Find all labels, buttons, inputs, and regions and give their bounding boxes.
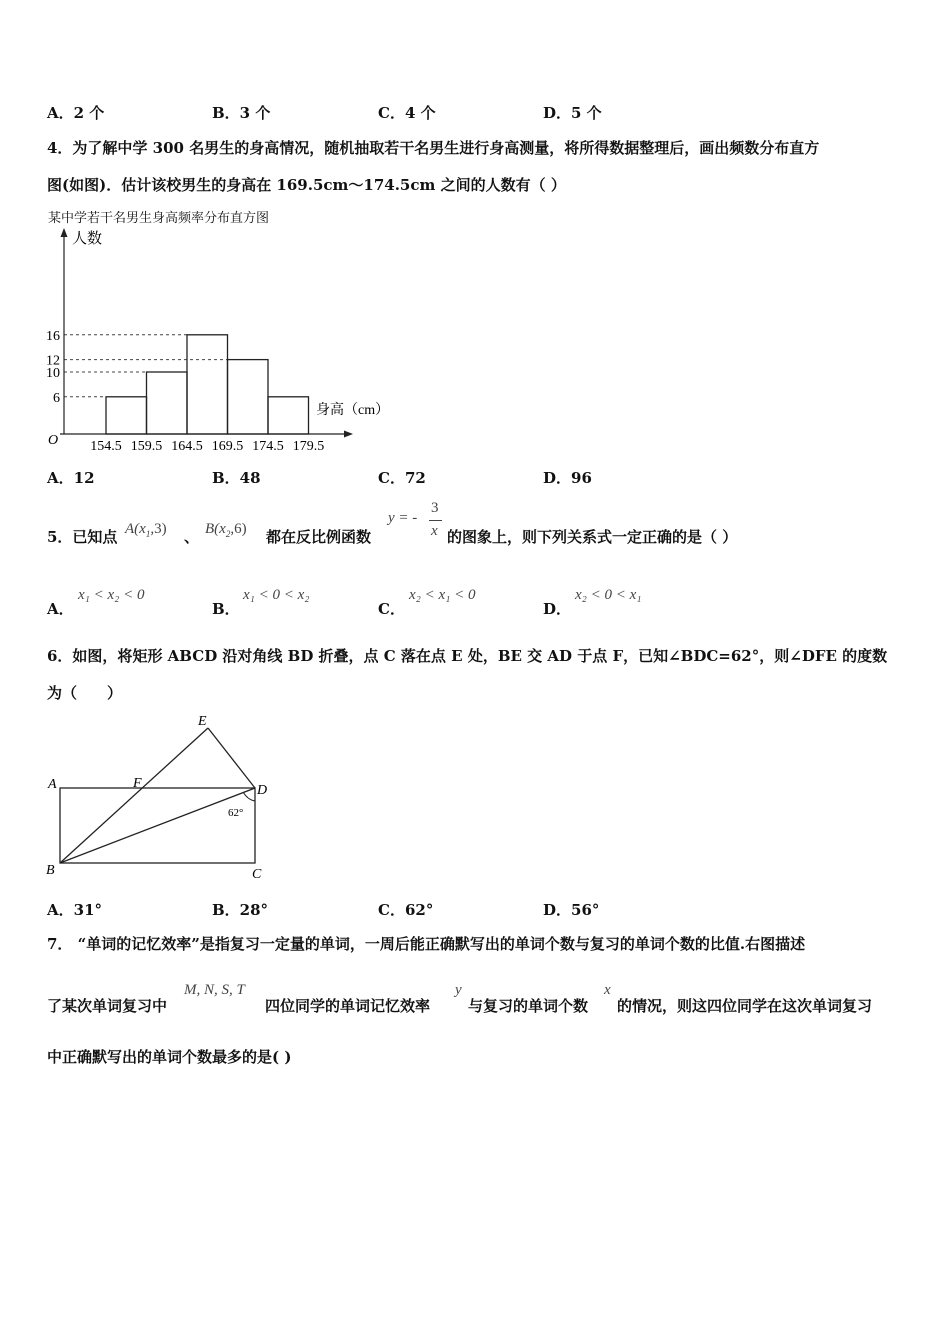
q7-var-x: x (604, 982, 611, 998)
chart-bars (106, 335, 309, 434)
chart-y-tick-labels (46, 329, 60, 406)
q5-prefix: 5．已知点 (47, 528, 118, 546)
q7-text-line2-a: 了某次单词复习中 (47, 997, 168, 1015)
q5-suffix: 的图象上，则下列关系式一定正确的是（ ） (447, 528, 738, 546)
rectangle-fold-figure (40, 708, 280, 888)
q5-option-a-expr: x₁ < x₂ < 0 (78, 587, 145, 603)
y-tick-label-16: 16 (46, 328, 60, 344)
segment-be (60, 728, 208, 863)
q6-option-c: C．62° (378, 901, 434, 919)
label-b: B (46, 863, 55, 878)
x-tick-label-2: 159.5 (130, 439, 163, 454)
histogram-bar-3 (187, 335, 228, 434)
q3-option-d: D．5 个 (543, 104, 602, 122)
chart-gridlines (64, 335, 228, 397)
q4-text-line1: 4．为了解中学 300 名男生的身高情况，随机抽取若干名男生进行身高测量，将所得数据整理后，画出频数分布直方 (47, 139, 820, 157)
q3-option-b: B．3 个 (212, 104, 271, 122)
q5-point-b: $B(x_2,6)$ (205, 521, 247, 539)
q4-text-line2: 图(如图)．估计该校男生的身高在 169.5cm～174.5cm 之间的人数有（ ） (47, 176, 566, 194)
histogram-bar-5 (268, 397, 309, 434)
q7-text-line3: 中正确默写出的单词个数最多的是( ) (47, 1048, 292, 1066)
q5-option-d-expr: x₂ < 0 < x₁ (575, 587, 642, 603)
label-e: E (198, 714, 207, 729)
histogram-bar-2 (147, 372, 188, 434)
label-a: A (48, 777, 57, 792)
label-f: F (133, 776, 142, 791)
q5-function-numerator: 3 (431, 500, 439, 516)
angle-label: 62° (228, 807, 244, 819)
q5-option-d-label: D． (543, 600, 572, 618)
origin-label: O (48, 433, 59, 448)
q5-option-c-label: C． (378, 600, 405, 618)
y-axis-arrow-icon (61, 228, 68, 237)
q5-option-b-expr: x₁ < 0 < x₂ (243, 587, 310, 603)
q6-text-line1: 6．如图，将矩形 ABCD 沿对角线 BD 折叠，点 C 落在点 E 处，BE 交 AD 于点 F，已知∠BDC=62°，则∠DFE 的度数 (47, 647, 888, 665)
angle-arc (243, 792, 255, 801)
q6-option-b: B．28° (212, 901, 269, 919)
q7-var-y: y (455, 982, 462, 998)
q5-option-a-label: A． (47, 600, 74, 618)
q5-function-lhs: y = - (388, 510, 418, 526)
chart-title: 某中学若干名男生身高频率分布直方图 (48, 211, 270, 226)
q4-option-b: B．48 (212, 469, 261, 487)
x-axis-arrow-icon (344, 431, 353, 438)
q5-option-b-label: B． (212, 600, 240, 618)
q5-fraction-bar (429, 520, 442, 521)
histogram-bar-1 (106, 397, 147, 434)
x-tick-label-4: 169.5 (211, 439, 244, 454)
q7-text-line2-c: 与复习的单词个数 (468, 997, 589, 1015)
q4-option-c: C．72 (378, 469, 426, 487)
x-tick-label-1: 154.5 (90, 439, 122, 454)
q7-text-line2-d: 的情况，则这四位同学在这次单词复习 (617, 997, 873, 1015)
q5-point-a: $A(x_1,3)$ (125, 521, 167, 539)
q5-separator: 、 (184, 528, 200, 546)
q4-option-d: D．96 (543, 469, 592, 487)
x-tick-label-3: 164.5 (171, 439, 203, 454)
chart-x-tick-labels (90, 439, 324, 454)
x-tick-label-6: 179.5 (292, 439, 325, 454)
q7-vars: M, N, S, T (184, 982, 245, 998)
q4-option-a: A．12 (47, 469, 95, 487)
label-c: C (252, 867, 262, 882)
label-d: D (257, 783, 268, 798)
x-axis-label: 身高（cm） (316, 403, 390, 418)
q5-function-denominator: x (431, 523, 438, 539)
y-tick-label-10: 10 (46, 366, 60, 381)
q5-mid-text: 都在反比例函数 (266, 528, 372, 546)
y-tick-label-12: 12 (46, 353, 60, 369)
q7-text-line1: 7． “单词的记忆效率”是指复习一定量的单词，一周后能正确默写出的单词个数与复习的单词个数的比值.右图描述 (47, 935, 806, 953)
q6-option-a: A．31° (47, 901, 103, 919)
segment-ed (208, 728, 255, 788)
q7-text-line2-b: 四位同学的单词记忆效率 (265, 997, 431, 1015)
x-tick-label-5: 174.5 (252, 439, 284, 454)
q6-option-d: D．56° (543, 901, 600, 919)
q3-option-c: C．4 个 (378, 104, 436, 122)
y-axis-label: 人数 (72, 231, 103, 247)
histogram-chart (40, 222, 400, 454)
q5-option-c-expr: x₂ < x₁ < 0 (409, 587, 476, 603)
q3-option-a: A．2 个 (47, 104, 105, 122)
q6-text-line2: 为（ ） (47, 684, 123, 702)
y-tick-label-6: 6 (53, 390, 60, 406)
histogram-bar-4 (228, 360, 269, 434)
diagonal-bd (60, 788, 255, 863)
